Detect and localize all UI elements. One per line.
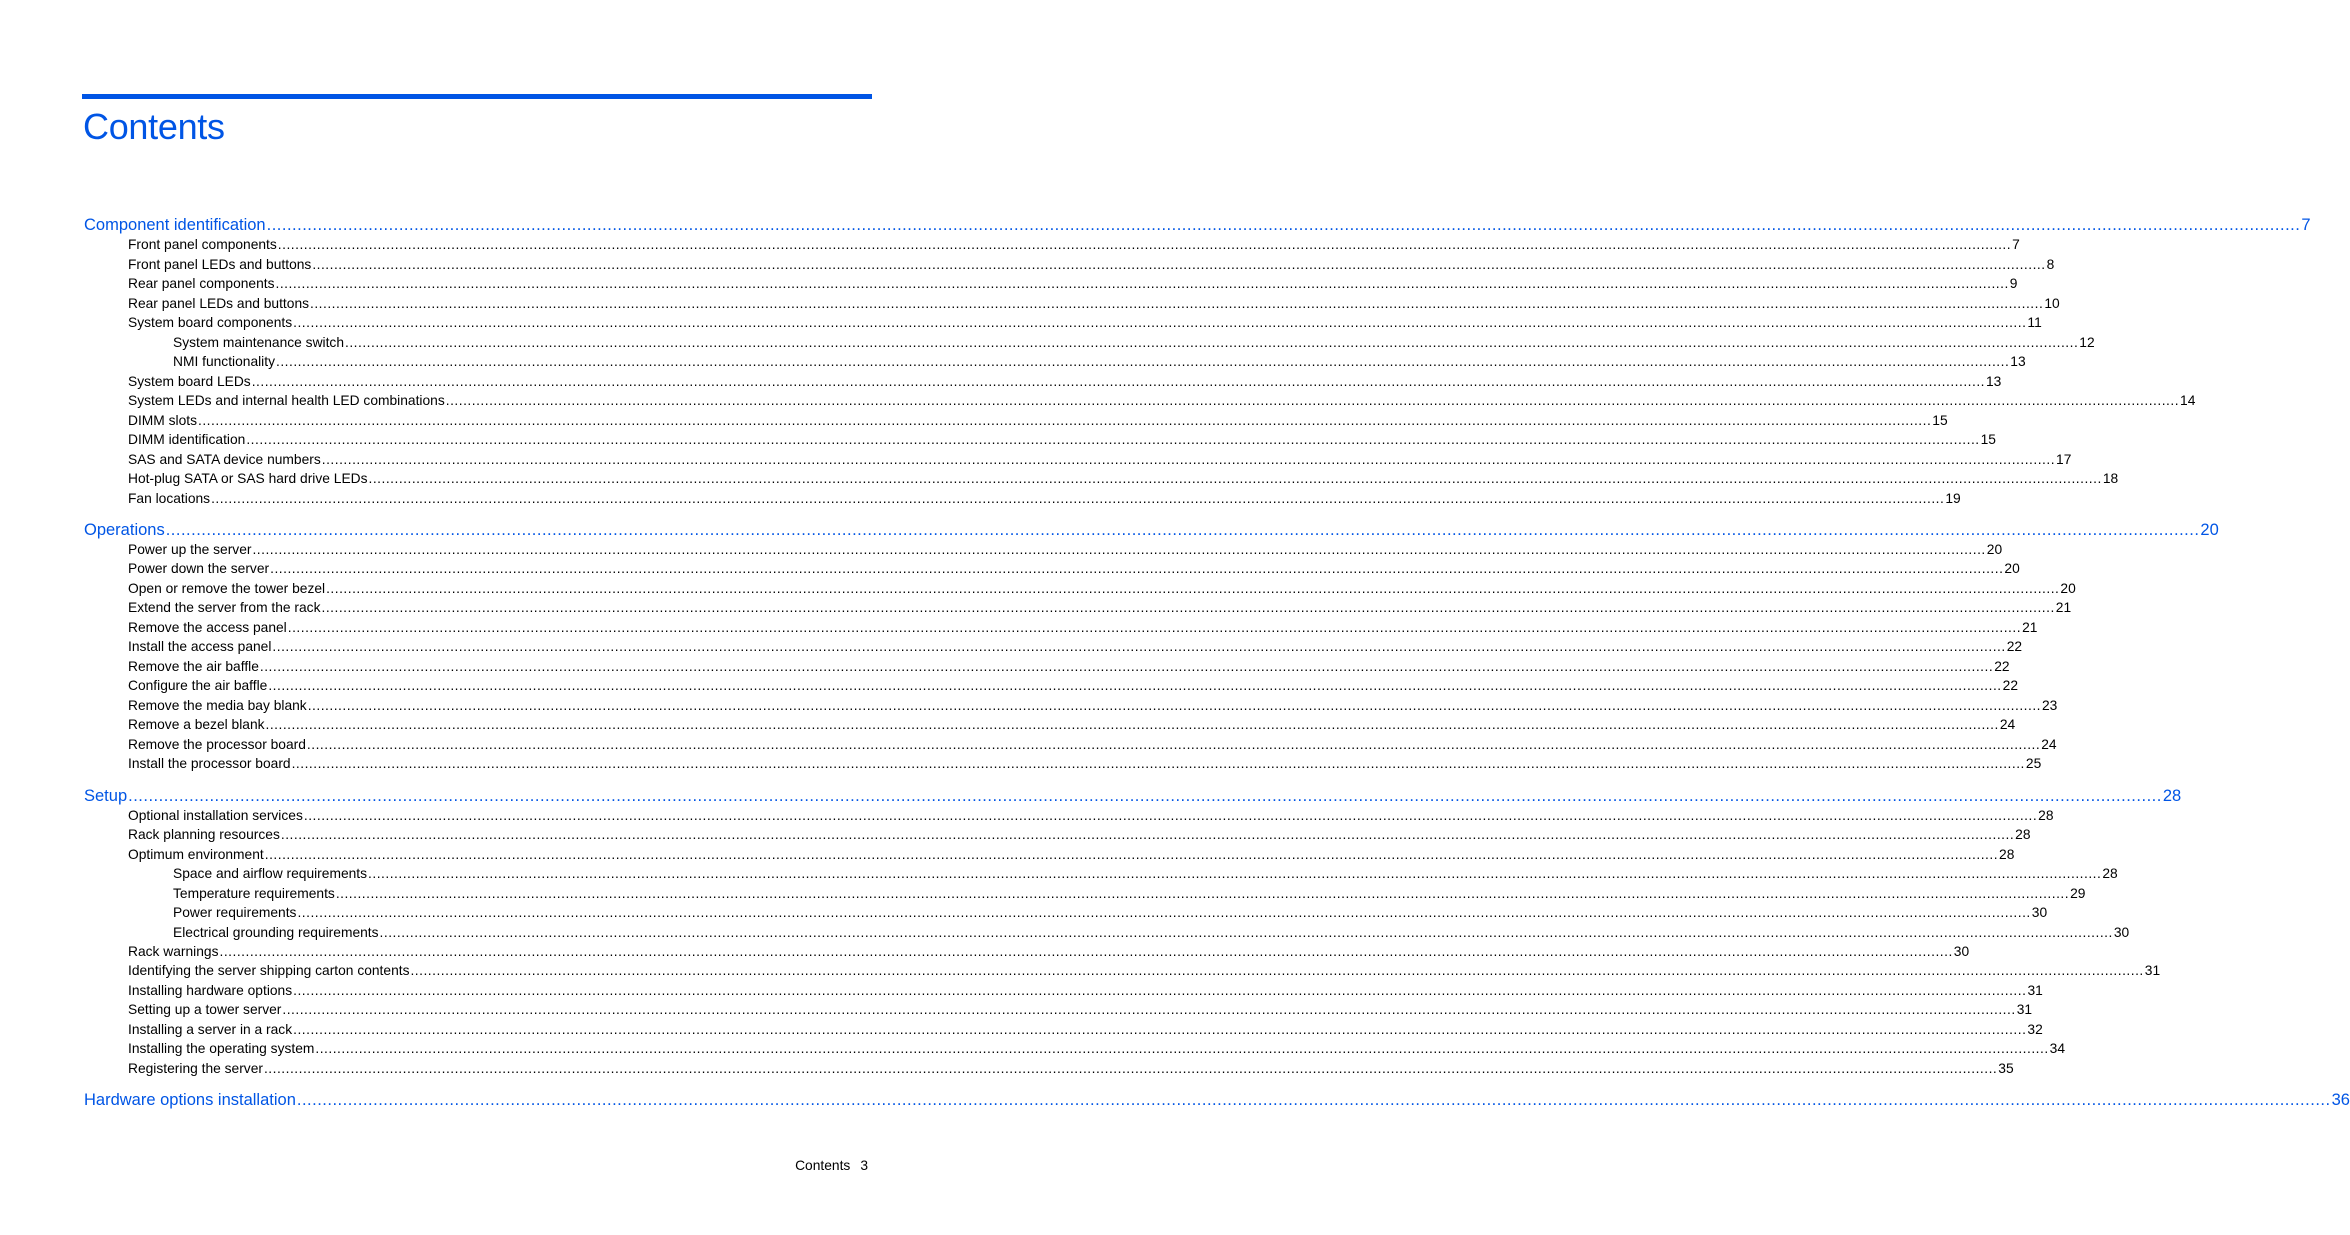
dot-leader: ................................................................................................................................................................................................................................................................................................................................................................................................................ xyxy=(272,639,2006,654)
toc-entry-label: Space and airflow requirements xyxy=(173,866,368,881)
toc-section-link[interactable] xyxy=(128,276,2018,291)
toc-entry-page-number: 30 xyxy=(2113,925,2130,940)
toc-entry-label: Remove a bezel blank xyxy=(128,717,265,732)
dot-leader: ................................................................................................................................................................................................................................................................................................................................................................................................................ xyxy=(368,471,2102,486)
toc-entry-page-number: 20 xyxy=(2060,581,2076,596)
dot-leader: ................................................................................................................................................................................................................................................................................................................................................................................................................ xyxy=(275,354,2010,369)
toc-entry-label: Remove the access panel xyxy=(128,620,287,635)
toc-entry-page-number: 25 xyxy=(2025,756,2042,771)
toc-entry-label: Rear panel components xyxy=(128,276,275,291)
toc-entry-label: Optimum environment xyxy=(128,847,264,862)
toc-entry-label: Remove the media bay blank xyxy=(128,698,307,713)
toc-chapter-link[interactable] xyxy=(84,1091,2350,1110)
toc-entry-label: System maintenance switch xyxy=(173,335,344,350)
toc-section-link[interactable] xyxy=(128,678,2018,693)
dot-leader: ................................................................................................................................................................................................................................................................................................................................................................................................................ xyxy=(326,581,2060,596)
dot-leader: ................................................................................................................................................................................................................................................................................................................................................................................................................ xyxy=(293,1022,2027,1037)
toc-entry-page-number: 20 xyxy=(1986,542,2003,557)
toc-entry-page-number: 7 xyxy=(2012,237,2020,252)
toc-entry-page-number: 15 xyxy=(1980,432,1996,447)
toc-section-link[interactable] xyxy=(128,393,2196,408)
dot-leader: ................................................................................................................................................................................................................................................................................................................................................................................................................ xyxy=(321,452,2056,467)
toc-chapter-link[interactable] xyxy=(84,787,2182,806)
dot-leader: ................................................................................................................................................................................................................................................................................................................................................................................................................ xyxy=(128,787,2162,805)
dot-leader: ................................................................................................................................................................................................................................................................................................................................................................................................................ xyxy=(303,808,2038,823)
dot-leader: ................................................................................................................................................................................................................................................................................................................................................................................................................ xyxy=(275,276,2009,291)
toc-entry-label: Install the access panel xyxy=(128,639,272,654)
dot-leader: ................................................................................................................................................................................................................................................................................................................................................................................................................ xyxy=(263,1061,1998,1076)
toc-entry-page-number: 31 xyxy=(2027,983,2043,998)
toc-entry-page-number: 12 xyxy=(2079,335,2095,350)
toc-entry-page-number: 20 xyxy=(2004,561,2020,576)
dot-leader: ................................................................................................................................................................................................................................................................................................................................................................................................................ xyxy=(198,413,1932,428)
dot-leader: ................................................................................................................................................................................................................................................................................................................................................................................................................ xyxy=(277,237,2012,252)
toc-entry-label: Rear panel LEDs and buttons xyxy=(128,296,310,311)
toc-entry-page-number: 32 xyxy=(2027,1022,2043,1037)
toc-entry-page-number: 21 xyxy=(2055,600,2072,615)
toc-entry-page-number: 28 xyxy=(2162,787,2182,805)
toc-section-link[interactable] xyxy=(173,335,2095,350)
toc-entry-page-number: 36 xyxy=(2331,1091,2350,1109)
dot-leader: ................................................................................................................................................................................................................................................................................................................................................................................................................ xyxy=(259,659,1994,674)
toc-entry-page-number: 14 xyxy=(2180,393,2196,408)
toc-section-link[interactable] xyxy=(128,983,2043,998)
toc-entry-label: Fan locations xyxy=(128,491,211,506)
toc-entry-label: Component identification xyxy=(84,216,266,234)
toc-entry-label: Optional installation services xyxy=(128,808,303,823)
page-footer xyxy=(795,1158,868,1173)
dot-leader: ................................................................................................................................................................................................................................................................................................................................................................................................................ xyxy=(280,827,2015,842)
toc-section-link[interactable] xyxy=(128,600,2072,615)
dot-leader: ................................................................................................................................................................................................................................................................................................................................................................................................................ xyxy=(296,1091,2331,1109)
toc-section-link[interactable] xyxy=(128,452,2072,467)
dot-leader: ................................................................................................................................................................................................................................................................................................................................................................................................................ xyxy=(297,905,2031,920)
toc-entry-page-number: 22 xyxy=(2002,678,2018,693)
toc-entry-label: System LEDs and internal health LED combinations xyxy=(128,393,445,408)
toc-section-link[interactable] xyxy=(128,944,1970,959)
toc-entry-label: Open or remove the tower bezel xyxy=(128,581,326,596)
toc-section-link[interactable] xyxy=(128,581,2076,596)
dot-leader: ................................................................................................................................................................................................................................................................................................................................................................................................................ xyxy=(251,374,1985,389)
footer-section-name: Contents xyxy=(795,1158,851,1173)
toc-entry-page-number: 35 xyxy=(1998,1061,2014,1076)
toc-entry-label: Installing hardware options xyxy=(128,983,293,998)
dot-leader: ................................................................................................................................................................................................................................................................................................................................................................................................................ xyxy=(219,944,1953,959)
dot-leader: ................................................................................................................................................................................................................................................................................................................................................................................................................ xyxy=(266,216,2301,234)
toc-entry-label: Power requirements xyxy=(173,905,297,920)
dot-leader: ................................................................................................................................................................................................................................................................................................................................................................................................................ xyxy=(268,678,2002,693)
toc-entry-page-number: 34 xyxy=(2049,1041,2066,1056)
toc-entry-page-number: 24 xyxy=(2041,737,2057,752)
toc-entry-page-number: 15 xyxy=(1932,413,1948,428)
footer-page-number: 3 xyxy=(860,1158,868,1173)
dot-leader: ................................................................................................................................................................................................................................................................................................................................................................................................................ xyxy=(335,886,2070,901)
toc-section-link[interactable] xyxy=(128,257,2055,272)
dot-leader: ................................................................................................................................................................................................................................................................................................................................................................................................................ xyxy=(293,983,2027,998)
toc-entry-page-number: 19 xyxy=(1945,491,1961,506)
toc-section-link[interactable] xyxy=(173,925,2130,940)
toc-entry-label: DIMM slots xyxy=(128,413,197,428)
toc-entry-page-number: 22 xyxy=(2006,639,2023,654)
toc-entry-label: Hot-plug SATA or SAS hard drive LEDs xyxy=(128,471,368,486)
toc-entry-page-number: 31 xyxy=(2016,1002,2033,1017)
toc-section-link[interactable] xyxy=(173,905,2048,920)
toc-entry-label: Electrical grounding requirements xyxy=(173,925,379,940)
dot-leader: ................................................................................................................................................................................................................................................................................................................................................................................................................ xyxy=(293,315,2027,330)
toc-section-link[interactable] xyxy=(128,847,2015,862)
toc-entry-label: Installing the operating system xyxy=(128,1041,315,1056)
dot-leader: ................................................................................................................................................................................................................................................................................................................................................................................................................ xyxy=(315,1041,2049,1056)
dot-leader: ................................................................................................................................................................................................................................................................................................................................................................................................................ xyxy=(211,491,1945,506)
dot-leader: ................................................................................................................................................................................................................................................................................................................................................................................................................ xyxy=(165,521,2200,539)
toc-section-link[interactable] xyxy=(128,1022,2043,1037)
toc-entry-label: Rack warnings xyxy=(128,944,219,959)
toc-section-link[interactable] xyxy=(128,620,2038,635)
toc-entry-page-number: 20 xyxy=(2200,521,2219,539)
toc-entry-label: Front panel components xyxy=(128,237,277,252)
dot-leader: ................................................................................................................................................................................................................................................................................................................................................................................................................ xyxy=(306,737,2041,752)
toc-entry-page-number: 28 xyxy=(2015,827,2031,842)
toc-entry-page-number: 28 xyxy=(2038,808,2054,823)
toc-entry-label: Power up the server xyxy=(128,542,252,557)
toc-entry-label: Setting up a tower server xyxy=(128,1002,282,1017)
toc-section-link[interactable] xyxy=(128,296,2060,311)
toc-entry-label: Remove the processor board xyxy=(128,737,306,752)
toc-section-link[interactable] xyxy=(128,717,2016,732)
toc-entry-label: Remove the air baffle xyxy=(128,659,259,674)
toc-entry-page-number: 30 xyxy=(2031,905,2048,920)
toc-section-link[interactable] xyxy=(128,432,1996,447)
toc-section-link[interactable] xyxy=(128,659,2010,674)
dot-leader: ................................................................................................................................................................................................................................................................................................................................................................................................................ xyxy=(445,393,2180,408)
toc-entry-page-number: 23 xyxy=(2042,698,2058,713)
toc-entry-label: DIMM identification xyxy=(128,432,246,447)
dot-leader: ................................................................................................................................................................................................................................................................................................................................................................................................................ xyxy=(252,542,1986,557)
toc-section-link[interactable] xyxy=(128,827,2031,842)
toc-section-link[interactable] xyxy=(128,1061,2014,1076)
dot-leader: ................................................................................................................................................................................................................................................................................................................................................................................................................ xyxy=(321,600,2055,615)
toc-entry-label: Registering the server xyxy=(128,1061,263,1076)
toc-section-link[interactable] xyxy=(128,1041,2066,1056)
toc-section-link[interactable] xyxy=(128,698,2058,713)
toc-entry-page-number: 7 xyxy=(2301,216,2311,234)
toc-entry-page-number: 18 xyxy=(2102,471,2119,486)
toc-section-link[interactable] xyxy=(128,315,2042,330)
toc-section-link[interactable] xyxy=(128,374,2002,389)
dot-leader: ................................................................................................................................................................................................................................................................................................................................................................................................................ xyxy=(264,847,1999,862)
dot-leader: ................................................................................................................................................................................................................................................................................................................................................................................................................ xyxy=(282,1002,2016,1017)
toc-entry-page-number: 29 xyxy=(2070,886,2086,901)
toc-section-link[interactable] xyxy=(128,413,1948,428)
dot-leader: ................................................................................................................................................................................................................................................................................................................................................................................................................ xyxy=(345,335,2079,350)
toc-section-link[interactable] xyxy=(128,1002,2033,1017)
toc-entry-label: Rack planning resources xyxy=(128,827,280,842)
dot-leader: ................................................................................................................................................................................................................................................................................................................................................................................................................ xyxy=(310,296,2044,311)
dot-leader: ................................................................................................................................................................................................................................................................................................................................................................................................................ xyxy=(307,698,2041,713)
toc-section-link[interactable] xyxy=(128,542,2003,557)
toc-entry-label: SAS and SATA device numbers xyxy=(128,452,321,467)
toc-entry-page-number: 13 xyxy=(1986,374,2002,389)
toc-entry-label: Front panel LEDs and buttons xyxy=(128,257,312,272)
toc-section-link[interactable] xyxy=(128,963,2161,978)
toc-entry-label: Identifying the server shipping carton contents xyxy=(128,963,410,978)
toc-section-link[interactable] xyxy=(128,471,2119,486)
toc-section-link[interactable] xyxy=(128,808,2054,823)
dot-leader: ................................................................................................................................................................................................................................................................................................................................................................................................................ xyxy=(270,561,2004,576)
toc-entry-label: Power down the server xyxy=(128,561,270,576)
toc-entry-label: Operations xyxy=(84,521,165,539)
toc-entry-page-number: 28 xyxy=(2102,866,2118,881)
toc-chapter-link[interactable] xyxy=(84,216,2311,235)
dot-leader: ................................................................................................................................................................................................................................................................................................................................................................................................................ xyxy=(291,756,2025,771)
toc-entry-page-number: 21 xyxy=(2022,620,2038,635)
toc-entry-label: Hardware options installation xyxy=(84,1091,296,1109)
toc-entry-label: Install the processor board xyxy=(128,756,291,771)
dot-leader: ................................................................................................................................................................................................................................................................................................................................................................................................................ xyxy=(287,620,2022,635)
toc-chapter-link[interactable] xyxy=(84,521,2219,540)
dot-leader: ................................................................................................................................................................................................................................................................................................................................................................................................................ xyxy=(265,717,1999,732)
dot-leader: ................................................................................................................................................................................................................................................................................................................................................................................................................ xyxy=(246,432,1980,447)
toc-entry-page-number: 8 xyxy=(2046,257,2055,272)
toc-entry-label: Installing a server in a rack xyxy=(128,1022,293,1037)
toc-entry-label: Temperature requirements xyxy=(173,886,335,901)
toc-section-link[interactable] xyxy=(128,639,2023,654)
toc-section-link[interactable] xyxy=(173,354,2026,369)
toc-section-link[interactable] xyxy=(173,866,2118,881)
dot-leader: ................................................................................................................................................................................................................................................................................................................................................................................................................ xyxy=(379,925,2113,940)
toc-entry-page-number: 28 xyxy=(1999,847,2015,862)
toc-section-link[interactable] xyxy=(128,237,2020,252)
toc-entry-page-number: 10 xyxy=(2044,296,2060,311)
page-title: Contents xyxy=(83,106,225,147)
toc-entry-label: System board LEDs xyxy=(128,374,251,389)
toc-entry-label: Extend the server from the rack xyxy=(128,600,321,615)
toc-entry-page-number: 13 xyxy=(2010,354,2026,369)
toc-entry-label: System board components xyxy=(128,315,293,330)
dot-leader: ................................................................................................................................................................................................................................................................................................................................................................................................................ xyxy=(410,963,2144,978)
dot-leader: ................................................................................................................................................................................................................................................................................................................................................................................................................ xyxy=(312,257,2046,272)
toc-section-link[interactable] xyxy=(128,756,2042,771)
toc-section-link[interactable] xyxy=(128,737,2057,752)
toc-entry-page-number: 11 xyxy=(2027,315,2042,330)
toc-entry-page-number: 17 xyxy=(2056,452,2072,467)
toc-entry-label: Setup xyxy=(84,787,128,805)
toc-entry-page-number: 30 xyxy=(1953,944,1970,959)
toc-entry-page-number: 31 xyxy=(2144,963,2161,978)
toc-section-link[interactable] xyxy=(128,561,2020,576)
dot-leader: ................................................................................................................................................................................................................................................................................................................................................................................................................ xyxy=(368,866,2102,881)
toc-entry-page-number: 9 xyxy=(2009,276,2018,291)
toc-entry-page-number: 22 xyxy=(1994,659,2010,674)
toc-section-link[interactable] xyxy=(173,886,2086,901)
toc-entry-page-number: 24 xyxy=(1999,717,2016,732)
toc-entry-label: NMI functionality xyxy=(173,354,275,369)
toc-section-link[interactable] xyxy=(128,491,1961,506)
toc-entry-label: Configure the air baffle xyxy=(128,678,268,693)
